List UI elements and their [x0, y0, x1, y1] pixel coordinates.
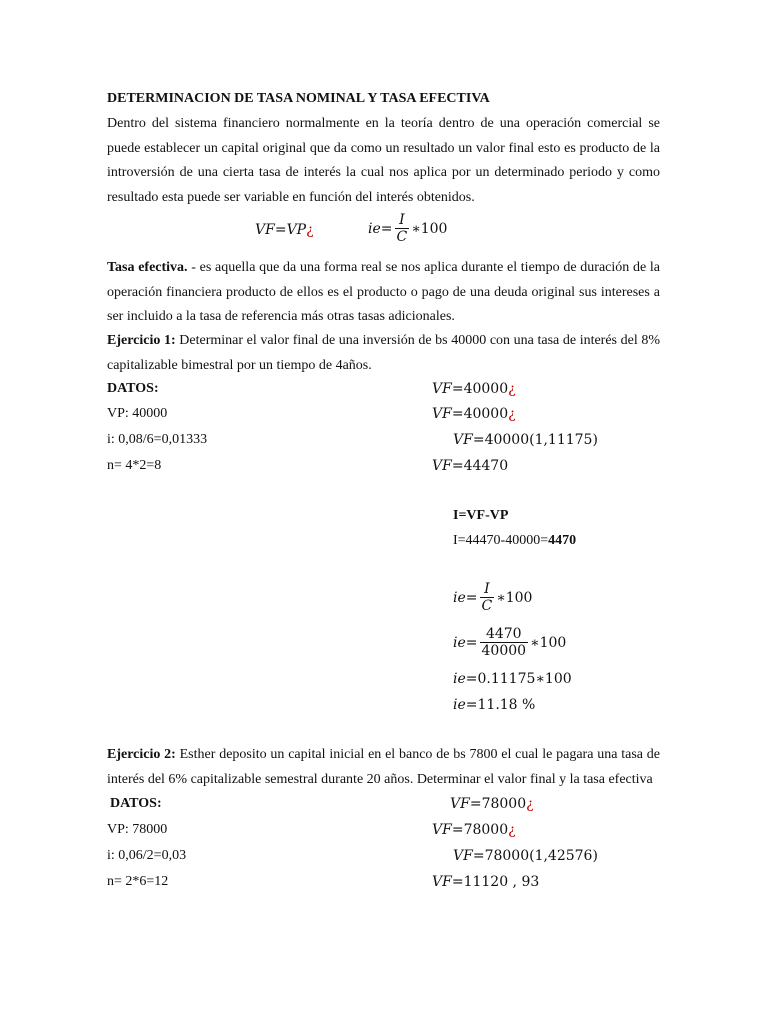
ejercicio2-calc-2: VF=78000¿: [432, 822, 516, 838]
ejercicio2-text: Esther deposito un capital inicial en el banco de bs 7800 el cual le pagara una tasa de interés del 6% capitalizable semestral durante 20 años. Determinar el valor final y la tasa efectiva: [107, 747, 661, 787]
ejercicio1-calc-4: VF=44470: [432, 458, 509, 474]
ejercicio1-interes-result: 4470: [548, 533, 577, 548]
formula-vf-rhs: VP: [286, 222, 307, 238]
ejercicio2-datos-label: DATOS:: [110, 796, 162, 811]
tasa-efectiva-text: - es aquella que da una forma real se nos aplica durante el tiempo de duración de la operación financiera producto de ellos es el producto o pago de una deuda original sus intereses a ser incluido a la tasa de referencia más otras tasas adicionales.: [107, 260, 660, 324]
ejercicio1-text: Determinar el valor final de una inversión de bs 40000 con una tasa de interés del 8% capitalizable bimestral por un tiempo de 4años.: [107, 333, 660, 373]
ejercicio1-ie-step-4: ie=11.18 %: [453, 697, 536, 713]
formula-ie-num: I: [399, 212, 405, 228]
ejercicio1-datos-i: i: 0,08/6=0,01333: [107, 432, 208, 447]
ejercicio2-calc-4: VF=11120 , 93: [432, 874, 540, 890]
formula-ie-den: C: [396, 229, 408, 245]
ejercicio1-interes-calc: I=44470-40000=4470: [453, 533, 577, 548]
ejercicio1-ie-step-1: ie= $\frac{I}{C}$ ∗100: [453, 581, 533, 614]
ejercicio1-ie-step-3: ie=0.11175∗100: [453, 671, 572, 687]
ejercicio1-datos-label: DATOS:: [107, 381, 159, 396]
ejercicio2-datos-n: n= 2*6=12: [107, 874, 169, 889]
formula-ie-lhs: ie: [368, 221, 381, 237]
formula-ie: ie= $\frac{I}{C}$ ∗100: [368, 212, 448, 245]
formula-vf-tail: ¿: [306, 222, 314, 238]
ejercicio2-paragraph: [107, 743, 660, 792]
ejercicio1-ie-step-2: ie= $\frac{4470}{40000}$ ∗100: [453, 626, 567, 659]
formula-vf-lhs: VF: [255, 222, 275, 238]
ejercicio1-label: Ejercicio 1:: [107, 333, 176, 348]
tasa-efectiva-paragraph: [107, 256, 660, 330]
ejercicio2-datos-i: i: 0,06/2=0,03: [107, 848, 187, 863]
ejercicio2-label: Ejercicio 2:: [107, 747, 176, 762]
formula-ie-tail: ∗100: [411, 221, 448, 237]
ejercicio1-datos-n: n= 4*2=8: [107, 458, 162, 473]
tasa-efectiva-label: Tasa efectiva.: [107, 260, 188, 275]
document-title: DETERMINACION DE TASA NOMINAL Y TASA EFECTIVA: [107, 91, 490, 106]
ejercicio1-interes-label: I=VF-VP: [453, 508, 509, 523]
ejercicio2-datos-vp: VP: 78000: [107, 822, 168, 837]
intro-paragraph: Dentro del sistema financiero normalmente en la teoría dentro de una operación comercial se puede establecer un capital original que da como un resultado un valor final esto es producto de la introversión de una cierta tasa de interés la cual nos aplica por un determinado periodo y como resultado esta puede ser variable en función del interés obtenidos.: [107, 116, 660, 205]
ejercicio1-calc-1: VF=40000¿: [432, 381, 516, 397]
ejercicio1-datos-vp: VP: 40000: [107, 406, 168, 421]
formula-ie-fraction: [395, 213, 410, 245]
ejercicio2-calc-3: VF=78000(1,42576): [453, 848, 598, 864]
ejercicio2-calc-1: VF=78000¿: [450, 796, 534, 812]
formula-vf: VF=VP¿: [255, 222, 314, 238]
ejercicio1-calc-3: VF=40000(1,11175): [453, 432, 598, 448]
ejercicio1-calc-2: VF=40000¿: [432, 406, 516, 422]
ejercicio1-paragraph: [107, 329, 660, 378]
